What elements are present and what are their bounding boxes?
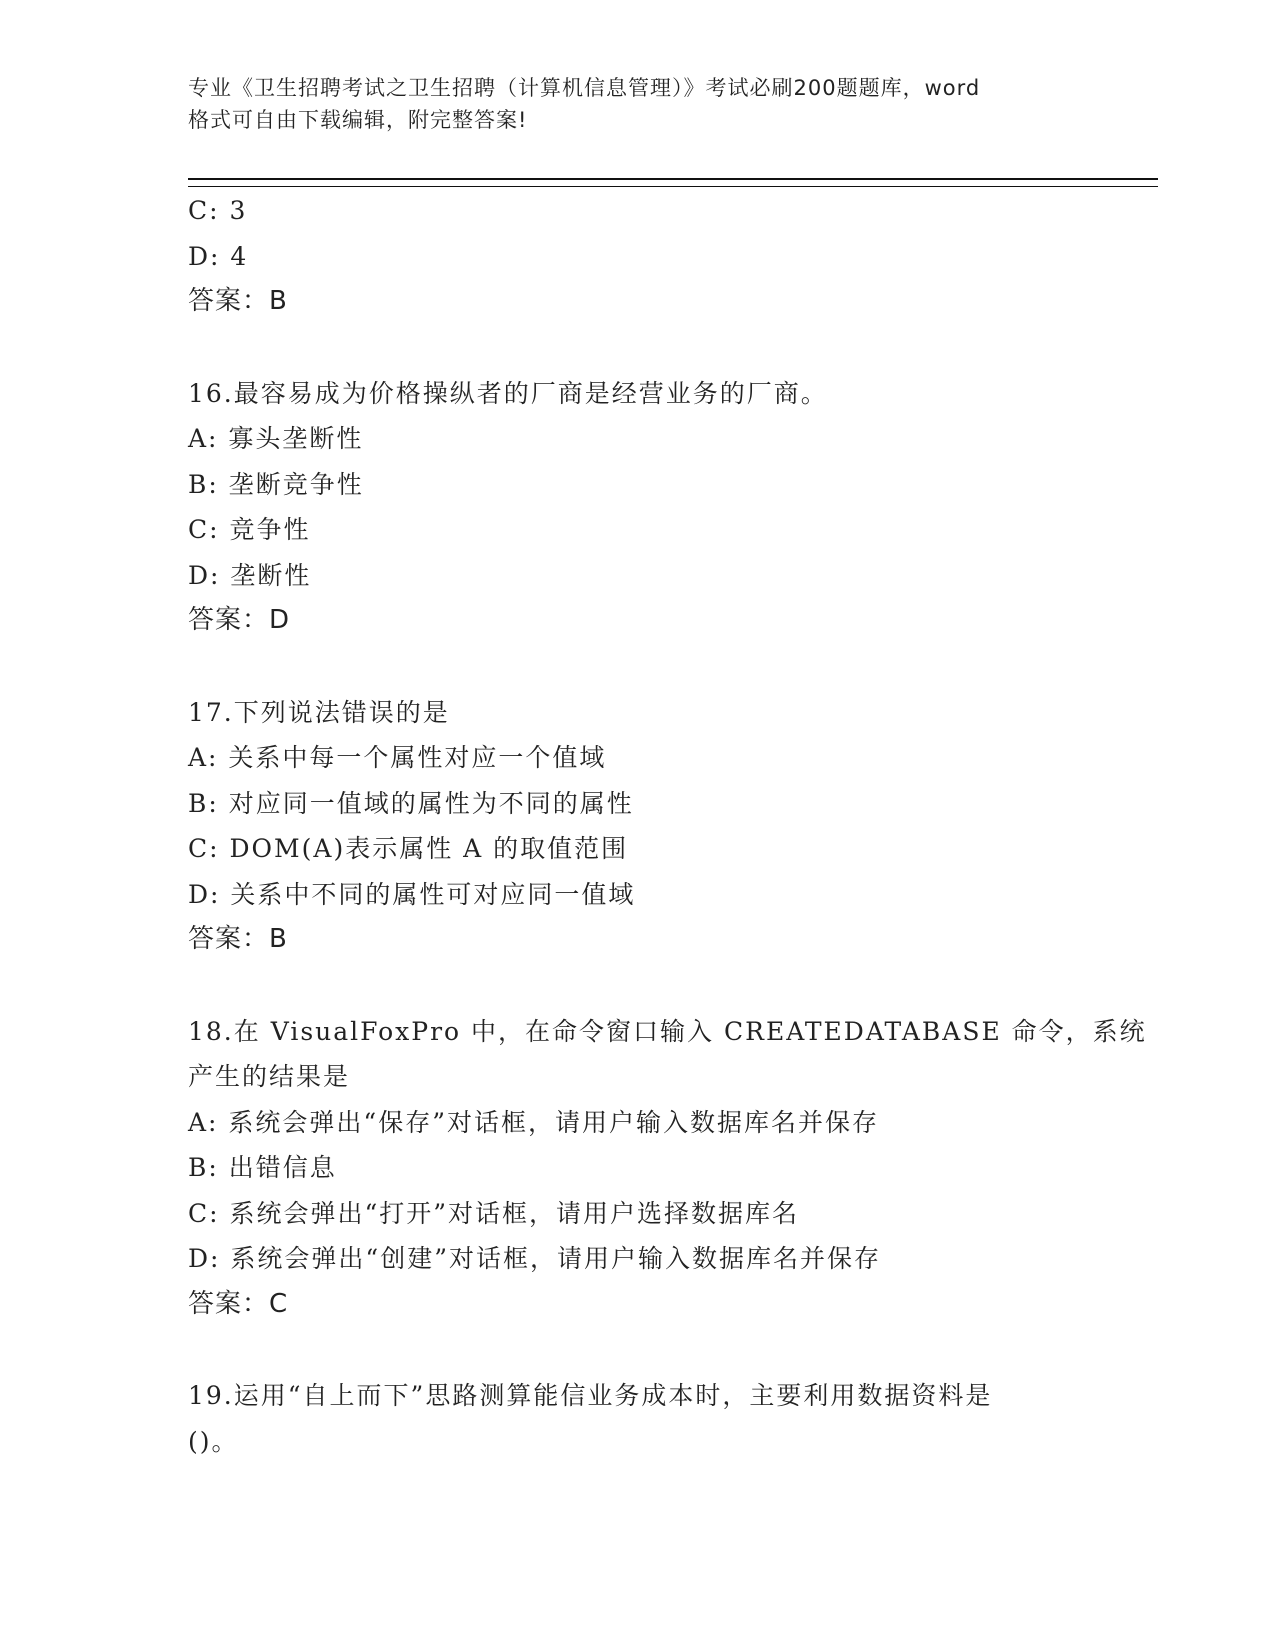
spacer xyxy=(188,644,1088,690)
question-19 xyxy=(188,1373,1088,1464)
question-text-line-1: 18.在 VisualFoxPro 中，在命令窗口输入 CREATEDATABASE 命令，系统 xyxy=(188,1016,1147,1046)
question-15-tail xyxy=(188,188,1088,325)
question-list xyxy=(188,188,1147,1464)
question-18 xyxy=(188,1009,1147,1328)
option-a: A: 寡头垄断性 xyxy=(188,424,364,453)
answer: 答案：B xyxy=(188,924,288,954)
question-16 xyxy=(188,371,1088,644)
question-text-line-2: ()。 xyxy=(188,1426,239,1456)
option-c: C: 竞争性 xyxy=(188,515,311,544)
option-d: D: 4 xyxy=(188,241,249,271)
question-text: 16.最容易成为价格操纵者的厂商是经营业务的厂商。 xyxy=(188,378,828,408)
option-d: D: 系统会弹出“创建”对话框，请用户输入数据库名并保存 xyxy=(188,1244,881,1273)
option-b: B: 对应同一值域的属性为不同的属性 xyxy=(188,788,634,818)
header-line-2: 格式可自由下载编辑，附完整答案! xyxy=(188,108,528,132)
question-text-line-1: 19.运用“自上而下”思路测算能信业务成本时，主要利用数据资料是 xyxy=(188,1381,993,1410)
spacer xyxy=(188,963,1088,1009)
document-header xyxy=(188,72,1088,136)
answer: 答案：D xyxy=(188,605,291,635)
option-a: A: 系统会弹出“保存”对话框，请用户输入数据库名并保存 xyxy=(188,1107,879,1137)
option-c: C: 3 xyxy=(188,196,248,225)
option-a: A: 关系中每一个属性对应一个值域 xyxy=(188,743,607,772)
answer: 答案：C xyxy=(188,1288,289,1319)
spacer xyxy=(188,1327,1088,1373)
header-line-1: 专业《卫生招聘考试之卫生招聘（计算机信息管理）》考试必刷200题题库，word xyxy=(188,76,981,100)
option-d: D: 垄断性 xyxy=(188,560,312,590)
question-17 xyxy=(188,690,1088,963)
option-b: B: 垄断竞争性 xyxy=(188,469,364,499)
option-c: C: DOM(A)表示属性 A 的取值范围 xyxy=(188,834,629,863)
header-divider xyxy=(188,178,1158,187)
option-b: B: 出错信息 xyxy=(188,1153,337,1182)
option-c: C: 系统会弹出“打开”对话框，请用户选择数据库名 xyxy=(188,1198,800,1228)
question-text: 17.下列说法错误的是 xyxy=(188,697,450,727)
answer: 答案：B xyxy=(188,286,288,316)
question-text-line-2: 产生的结果是 xyxy=(188,1062,351,1091)
option-d: D: 关系中不同的属性可对应同一值域 xyxy=(188,879,636,909)
spacer xyxy=(188,325,1088,371)
